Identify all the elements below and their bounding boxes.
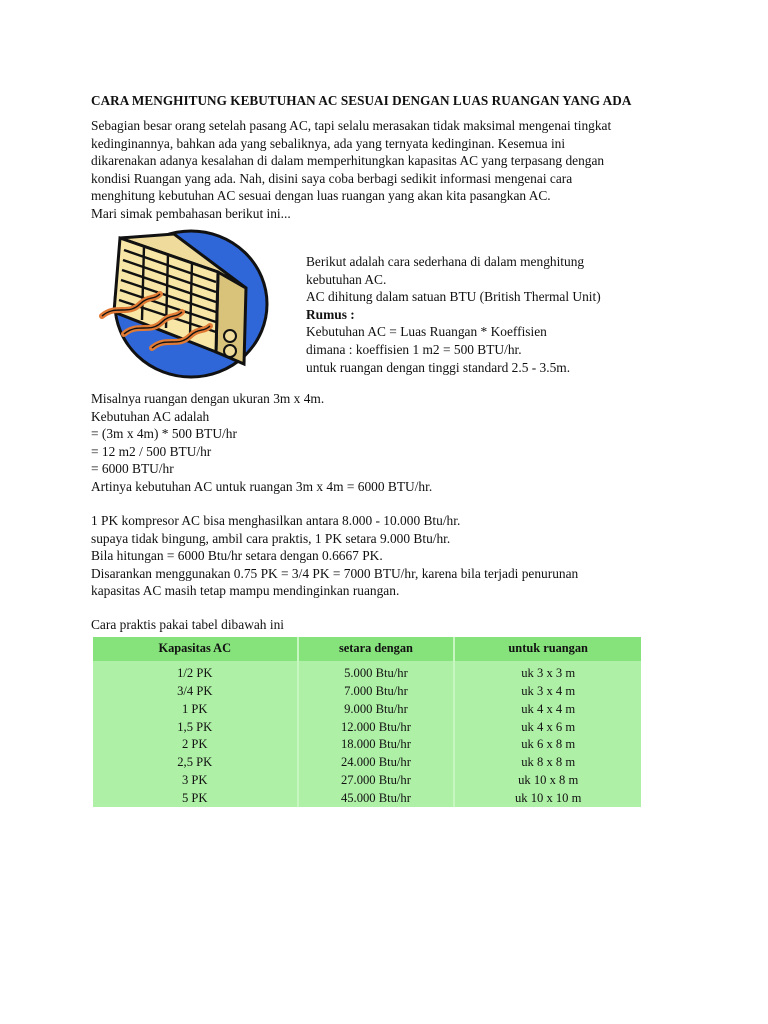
formula-heading: Rumus :: [306, 306, 355, 322]
table-cell: 7.000 Btu/hr: [299, 683, 456, 701]
example-line: = 6000 BTU/hr: [91, 461, 174, 477]
formula-section: [306, 253, 601, 376]
intro-line: kedinginannya, bahkan ada yang sebaliknya, ada yang ternyata kedinginan. Kesemua ini: [91, 135, 566, 151]
table-cell: uk 4 x 4 m: [521, 701, 576, 716]
example-line: = (3m x 4m) * 500 BTU/hr: [91, 426, 237, 442]
formula-line: AC dihitung dalam satuan BTU (British Thermal Unit): [306, 289, 601, 305]
table-cell: uk 3 x 3 m: [521, 666, 576, 681]
table-cell: 12.000 Btu/hr: [299, 718, 456, 736]
formula-line: Berikut adalah cara sederhana di dalam menghitung: [306, 254, 585, 269]
example-line: Misalnya ruangan dengan ukuran 3m x 4m.: [91, 391, 325, 406]
table-cell: 5 PK: [93, 789, 299, 807]
intro-line: menghitung kebutuhan AC sesuai dengan luas ruangan yang akan kita pasangkan AC.: [91, 188, 551, 204]
table-header-row: [93, 637, 641, 661]
table-cell: 27.000 Btu/hr: [299, 771, 456, 789]
table-cell: uk 4 x 6 m: [521, 719, 576, 734]
pk-line: supaya tidak bingung, ambil cara praktis, 1 PK setara 9.000 Btu/hr.: [91, 530, 451, 546]
table-header: Kapasitas AC: [93, 637, 299, 661]
formula-line: kebutuhan AC.: [306, 271, 387, 287]
intro-line: kondisi Ruangan yang ada. Nah, disini saya coba berbagi sedikit informasi mengenai cara: [91, 170, 573, 186]
table-header: untuk ruangan: [455, 637, 641, 661]
intro-line: dikarenakan adanya kesalahan di dalam memperhitungkan kapasitas AC yang terpasang dengan: [91, 153, 605, 169]
table-cell: uk 6 x 8 m: [521, 737, 576, 752]
example-section: [91, 390, 432, 496]
table-cell: uk 10 x 10 m: [514, 790, 582, 805]
intro-paragraph: [91, 117, 611, 223]
table-cell: uk 3 x 4 m: [521, 684, 576, 699]
table-row: [93, 661, 641, 683]
table-cell: 1,5 PK: [93, 718, 299, 736]
table-row: [93, 789, 641, 807]
example-line: Artinya kebutuhan AC untuk ruangan 3m x 4m = 6000 BTU/hr.: [91, 478, 433, 494]
table-cell: 5.000 Btu/hr: [299, 661, 456, 683]
intro-line: Mari simak pembahasan berikut ini...: [91, 205, 291, 221]
example-line: = 12 m2 / 500 BTU/hr: [91, 443, 212, 459]
table-cell: uk 8 x 8 m: [521, 755, 576, 770]
formula-line: Kebutuhan AC = Luas Ruangan * Koeffisien: [306, 324, 547, 340]
table-header: setara dengan: [299, 637, 456, 661]
table-note: Cara praktis pakai tabel dibawah ini: [91, 617, 284, 632]
table-row: [93, 683, 641, 701]
table-cell: 2 PK: [93, 736, 299, 754]
formula-line: untuk ruangan dengan tinggi standard 2.5 - 3.5m.: [306, 359, 571, 375]
example-line: Kebutuhan AC adalah: [91, 408, 210, 424]
table-cell: 45.000 Btu/hr: [299, 789, 456, 807]
table-cell: uk 10 x 8 m: [518, 772, 579, 787]
pk-line: Disarankan menggunakan 0.75 PK = 3/4 PK = 7000 BTU/hr, karena bila terjadi penurunan: [91, 565, 579, 581]
document-title: CARA MENGHITUNG KEBUTUHAN AC SESUAI DENGAN LUAS RUANGAN YANG ADA: [91, 93, 632, 108]
pk-line: Bila hitungan = 6000 Btu/hr setara dengan 0.6667 PK.: [91, 548, 383, 564]
intro-line: Sebagian besar orang setelah pasang AC, tapi selalu merasakan tidak maksimal mengenai tingkat: [91, 118, 612, 133]
table-row: [93, 718, 641, 736]
table-cell: 1 PK: [93, 701, 299, 719]
table-cell: 3/4 PK: [93, 683, 299, 701]
formula-line: dimana : koeffisien 1 m2 = 500 BTU/hr.: [306, 341, 522, 357]
ac-capacity-table: [93, 637, 641, 807]
table-cell: 9.000 Btu/hr: [299, 701, 456, 719]
pk-line: kapasitas AC masih tetap mampu mendinginkan ruangan.: [91, 583, 400, 599]
table-cell: 3 PK: [93, 771, 299, 789]
table-cell: 24.000 Btu/hr: [299, 754, 456, 772]
table-row: [93, 771, 641, 789]
table-row: [93, 701, 641, 719]
table-cell: 1/2 PK: [93, 661, 299, 683]
table-row: [93, 754, 641, 772]
pk-line: 1 PK kompresor AC bisa menghasilkan antara 8.000 - 10.000 Btu/hr.: [91, 513, 461, 528]
table-row: [93, 736, 641, 754]
table-cell: 18.000 Btu/hr: [299, 736, 456, 754]
pk-section: [91, 512, 578, 600]
table-cell: 2,5 PK: [93, 754, 299, 772]
air-conditioner-icon: [94, 224, 272, 382]
